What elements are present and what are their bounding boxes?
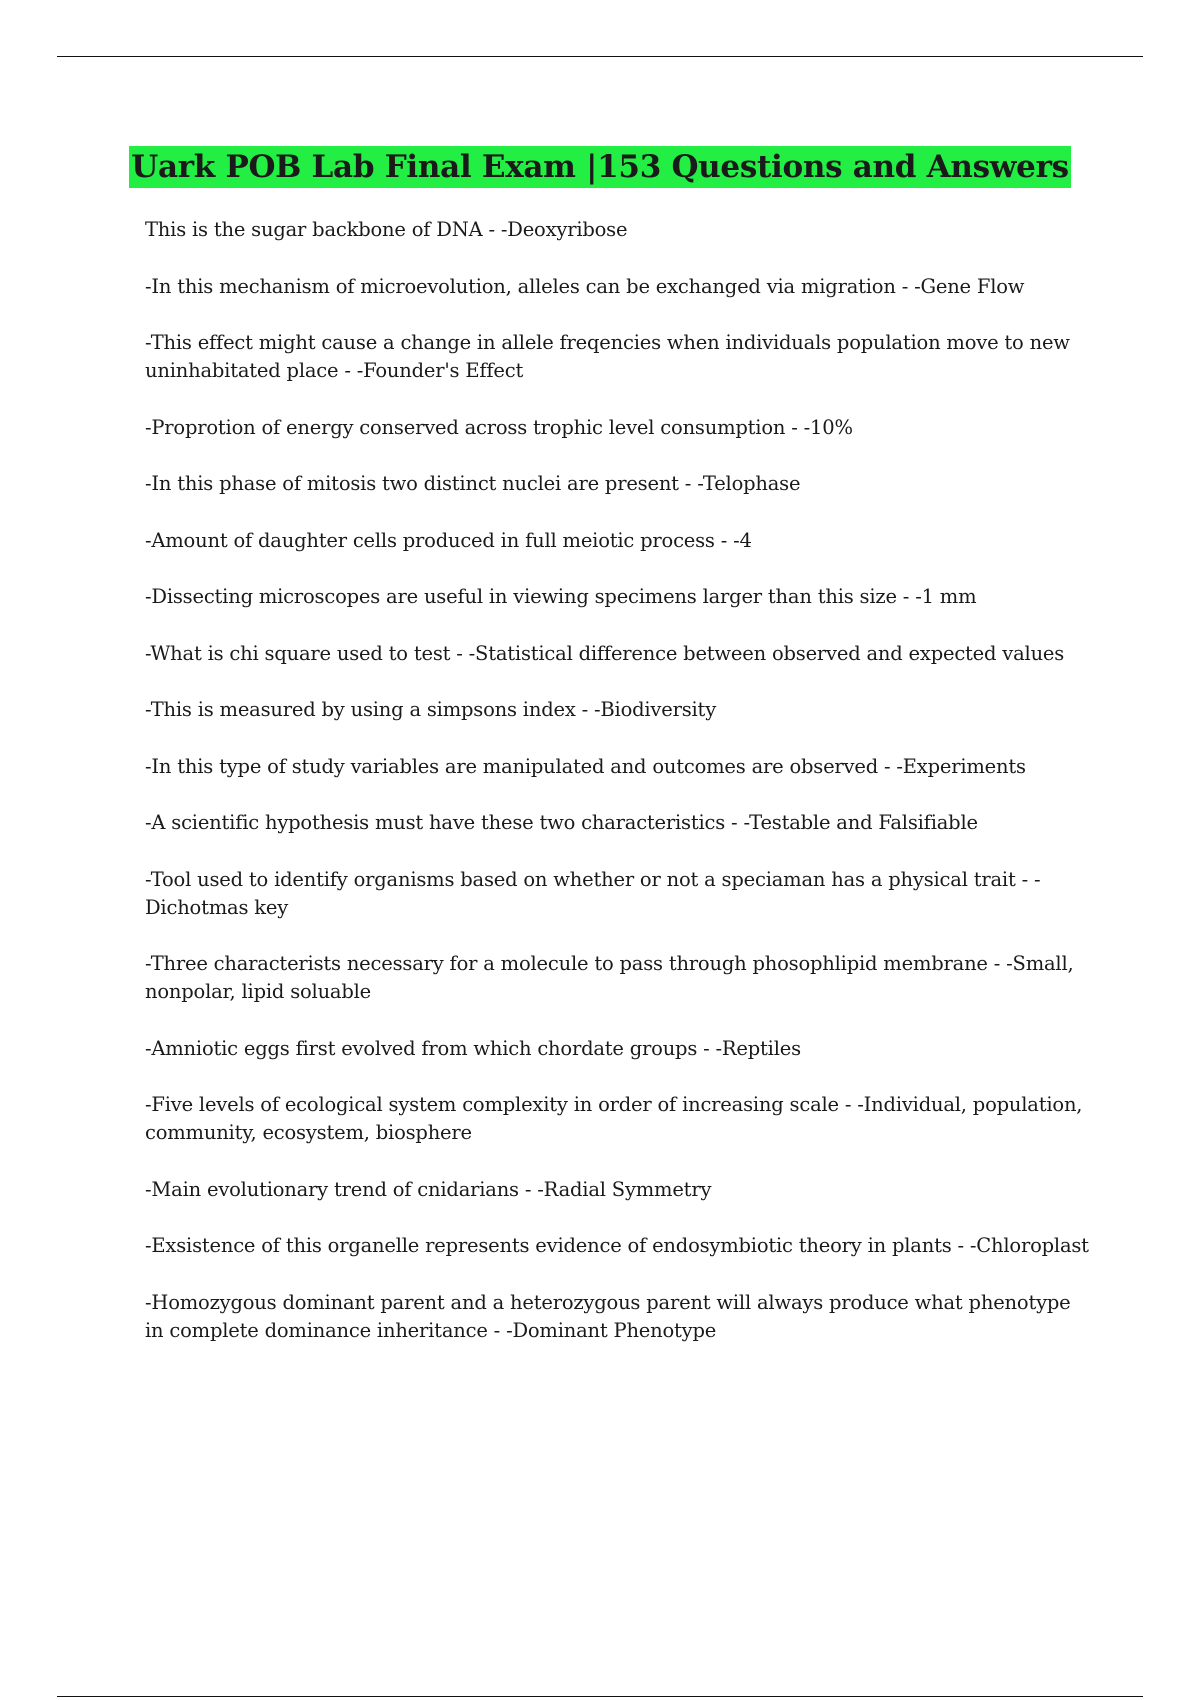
qa-item [145, 640, 1090, 668]
question: -Dissecting microscopes are useful in viewing specimens larger than this size - [145, 585, 916, 608]
title-container [0, 146, 1200, 188]
question: -In this phase of mitosis two distinct nuclei are present - [145, 472, 698, 495]
question: -Exsistence of this organelle represents evidence of endosymbiotic theory in plants - [145, 1234, 970, 1257]
question: -Five levels of ecological system complexity in order of increasing scale - [145, 1093, 858, 1116]
answer: -Reptiles [715, 1036, 801, 1060]
qa-item [145, 950, 1090, 1006]
answer: -Chloroplast [969, 1234, 1089, 1257]
question: -Three characterists necessary for a molecule to pass through phosophlipid membrane - [145, 952, 1007, 975]
question: -This is measured by using a simpsons index - [145, 698, 595, 721]
qa-item [145, 216, 1090, 244]
answer: -Small, nonpolar, lipid soluable [145, 952, 1074, 1003]
qa-item [145, 1289, 1090, 1345]
qa-item [145, 414, 1090, 442]
answer: -Dichotmas key [145, 867, 1041, 919]
bottom-divider [57, 1696, 1143, 1697]
question: -In this type of study variables are manipulated and outcomes are observed - [145, 754, 897, 778]
top-divider [57, 56, 1143, 57]
qa-item [145, 273, 1090, 301]
qa-item [145, 527, 1090, 555]
qa-list [145, 216, 1090, 1373]
qa-item [145, 1091, 1090, 1147]
qa-item [145, 696, 1090, 724]
question: -Proprotion of energy conserved across trophic level consumption - [145, 415, 804, 439]
answer: -1 mm [915, 585, 977, 608]
answer: -Founder's Effect [356, 359, 524, 382]
answer: -Biodiversity [594, 698, 717, 721]
answer: -Dominant Phenotype [506, 1318, 717, 1342]
answer: -Deoxyribose [500, 218, 628, 241]
question: -Amount of daughter cells produced in full meiotic process - [145, 528, 734, 552]
question: -Main evolutionary trend of cnidarians - [145, 1177, 538, 1201]
qa-item [145, 809, 1090, 837]
answer: -4 [733, 528, 752, 552]
answer: -Statistical difference between observed and expected values [468, 641, 1065, 665]
answer: -Experiments [896, 754, 1026, 778]
question: -Tool used to identify organisms based on whether or not a speciaman has a physical trait - [145, 867, 1034, 891]
question: -Homozygous dominant parent and a heterozygous parent will always produce what phenotype in complete dominance inheritance - [145, 1290, 1071, 1342]
question: This is the sugar backbone of DNA - [145, 218, 501, 241]
question: -Amniotic eggs first evolved from which chordate groups - [145, 1036, 716, 1060]
qa-item [145, 866, 1090, 922]
question: -What is chi square used to test - [145, 641, 469, 665]
answer: -Individual, population, community, ecosystem, biosphere [145, 1093, 1083, 1144]
qa-item [145, 753, 1090, 781]
question: -This effect might cause a change in allele freqencies when individuals population move to new uninhabitated place - [145, 331, 1070, 382]
qa-item [145, 470, 1090, 498]
qa-item [145, 1176, 1090, 1204]
qa-item [145, 583, 1090, 611]
answer: -Telophase [697, 472, 801, 495]
qa-item [145, 1232, 1090, 1260]
question: -In this mechanism of microevolution, alleles can be exchanged via migration - [145, 274, 915, 298]
qa-item [145, 1035, 1090, 1063]
question: -A scientific hypothesis must have these two characteristics - [145, 811, 744, 834]
answer: -Gene Flow [914, 274, 1025, 298]
document-title: Uark POB Lab Final Exam |153 Questions and Answers [129, 146, 1071, 188]
qa-item [145, 329, 1090, 385]
answer: -Testable and Falsifiable [743, 811, 978, 834]
answer: -Radial Symmetry [537, 1177, 712, 1201]
answer: -10% [803, 415, 853, 439]
